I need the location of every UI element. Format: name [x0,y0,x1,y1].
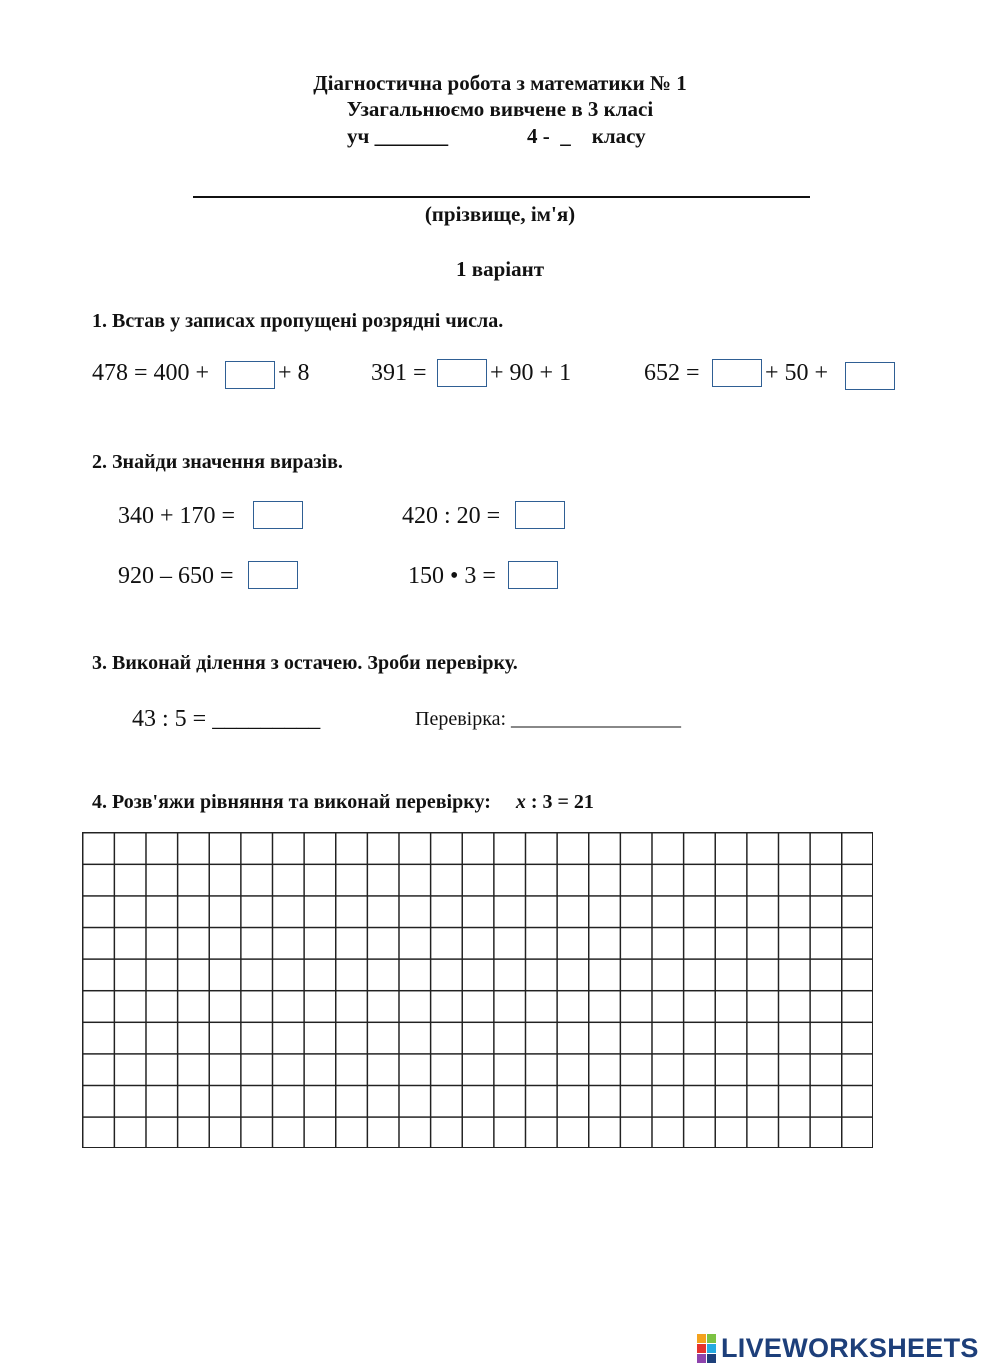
task2-answer-box-2[interactable] [515,501,565,529]
task2-answer-box-4[interactable] [508,561,558,589]
task3-prompt: 3. Виконай ділення з остачею. Зроби перевірку. [92,652,518,674]
liveworksheets-logo-text: LIVEWORKSHEETS [721,1332,979,1363]
task1-expr3-left: 652 = [644,360,700,386]
task4-prompt [92,791,594,814]
task3-expression: 43 : 5 = _________ [132,706,321,732]
worksheet-subtitle: Узагальнюємо вивчене в 3 класі [346,97,654,121]
task3-check-label: Перевірка: _________________ [415,708,682,730]
task1-answer-box-3[interactable] [712,359,762,387]
task1-expr2-left: 391 = [371,360,427,386]
name-line [193,196,810,198]
task2-expr1: 340 + 170 = [118,503,236,529]
task2-answer-box-1[interactable] [253,501,303,529]
task1-answer-box-2[interactable] [437,359,487,387]
task2-expr3: 920 – 650 = [118,563,234,589]
task1-expr3-mid: + 50 + [765,360,829,386]
task1-answer-box-1[interactable] [225,361,275,389]
task2-expr4: 150 • 3 = [408,563,496,589]
task2-prompt: 2. Знайди значення виразів. [92,451,343,473]
task4-prompt-text: 4. Розв'яжи рівняння та виконай перевірку: [92,791,491,813]
liveworksheets-logo [697,1331,979,1365]
name-caption: (прізвище, ім'я) [424,202,576,226]
worksheet-title: Діагностична робота з математики № 1 [313,71,687,95]
work-grid[interactable] [82,832,873,1148]
task1-answer-box-4[interactable] [845,362,895,390]
task4-equation: : 3 = 21 [525,791,594,813]
task1-expr1-right: + 8 [278,360,310,386]
task1-expr1-left: 478 = 400 + [92,360,210,386]
class-label: 4 - _ класу [527,124,646,148]
task2-expr2: 420 : 20 = [402,503,501,529]
task1-expr2-right: + 90 + 1 [490,360,572,386]
task2-answer-box-3[interactable] [248,561,298,589]
task4-variable: x [515,791,526,813]
liveworksheets-logo-icon [697,1334,717,1362]
student-label: уч _______ [347,124,449,148]
task1-prompt: 1. Встав у записах пропущені розрядні числа. [92,310,504,332]
variant-label: 1 варіант [455,257,545,281]
